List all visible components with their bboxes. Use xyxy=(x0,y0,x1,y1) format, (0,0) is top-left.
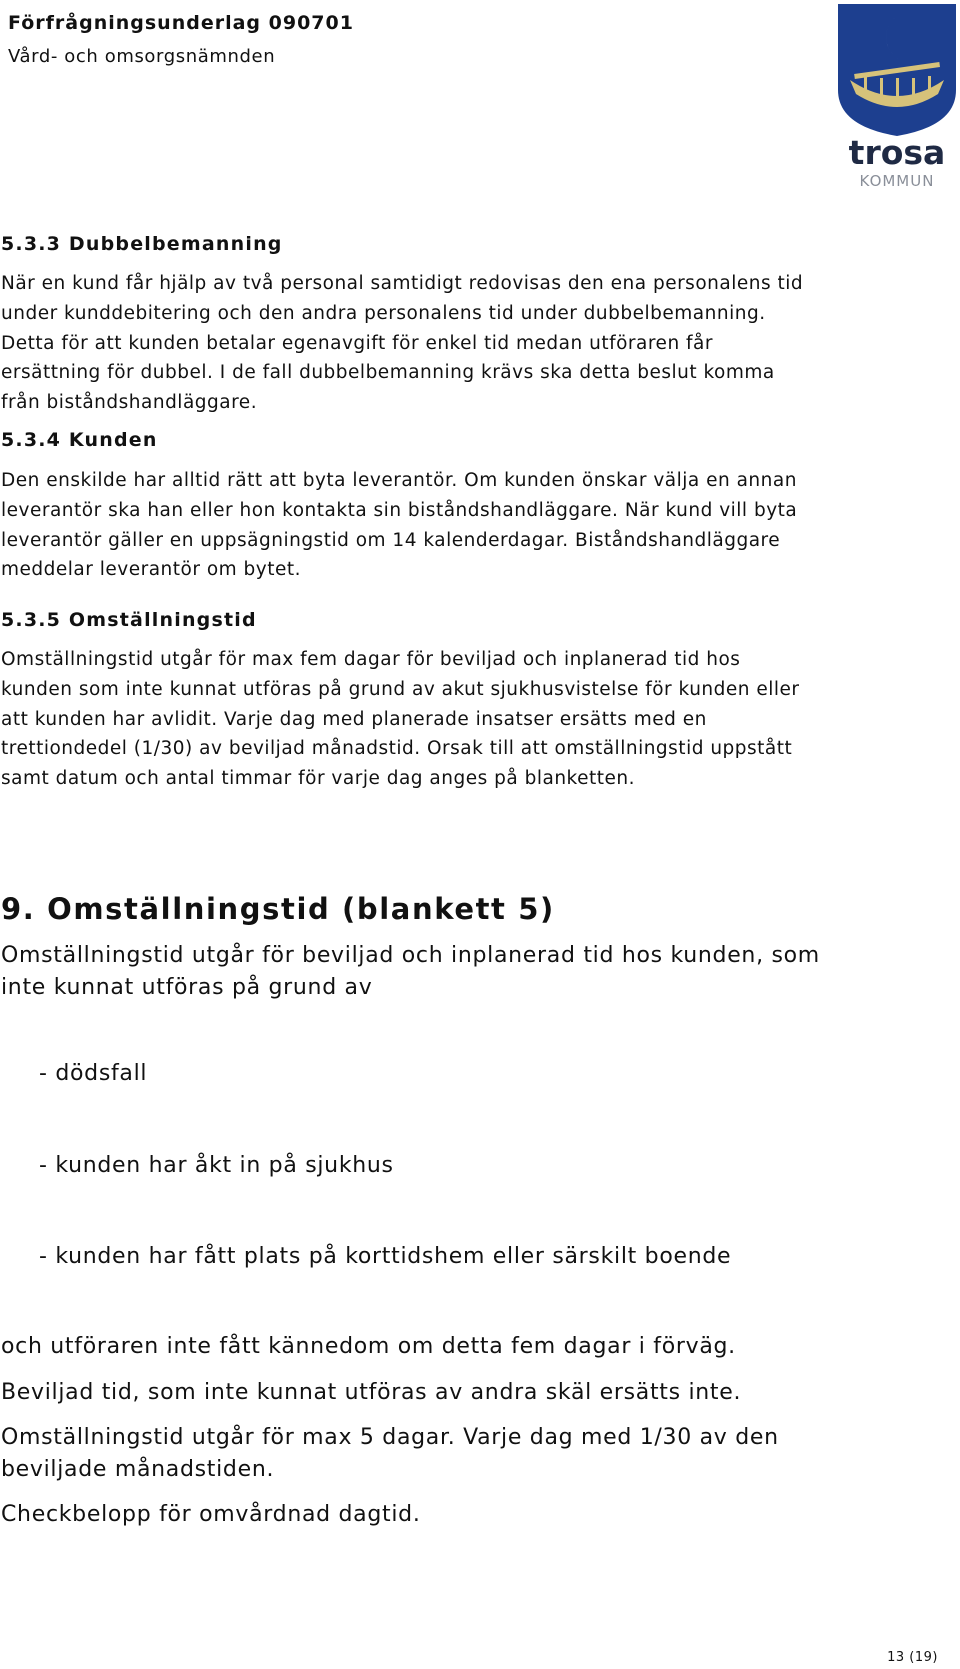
trosa-kommun-logo xyxy=(834,2,960,192)
text-line: Detta för att kunden betalar egenavgift för enkel tid medan utföraren får xyxy=(1,332,714,354)
list-item: - kunden har fått plats på korttidshem eller särskilt boende xyxy=(39,1244,732,1269)
paragraph xyxy=(1,1422,779,1486)
text-line: ersättning för dubbel. I de fall dubbelbemanning krävs ska detta beslut komma xyxy=(1,362,775,384)
section-heading-9: 9. Omställningstid (blankett 5) xyxy=(1,892,555,926)
section-heading-533: 5.3.3 Dubbelbemanning xyxy=(1,233,283,255)
list-item: - dödsfall xyxy=(39,1061,148,1086)
text-line: trettiondedel (1/30) av beviljad månadstid. Orsak till att omställningstid uppstått xyxy=(1,738,793,760)
text-line: att kunden har avlidit. Varje dag med planerade insatser ersätts med en xyxy=(1,708,707,730)
text-line: samt datum och antal timmar för varje dag anges på blanketten. xyxy=(1,768,635,790)
text-line: meddelar leverantör om bytet. xyxy=(1,559,301,581)
section-heading-534: 5.3.4 Kunden xyxy=(1,429,158,451)
text-line: När en kund får hjälp av två personal samtidigt redovisas den ena personalens tid xyxy=(1,273,804,294)
list-item: - kunden har åkt in på sjukhus xyxy=(39,1153,394,1178)
text-line: inte kunnat utföras på grund av xyxy=(1,975,373,1000)
section-intro-9 xyxy=(1,940,820,1004)
text-line: kunden som inte kunnat utföras på grund av akut sjukhusvistelse för kunden eller xyxy=(1,678,800,700)
paragraph: och utföraren inte fått kännedom om detta fem dagar i förväg. xyxy=(1,1334,736,1359)
text-line: Omställningstid utgår för max 5 dagar. Varje dag med 1/30 av den xyxy=(1,1425,779,1450)
page-number: 13 (19) xyxy=(887,1650,938,1665)
text-line: leverantör ska han eller hon kontakta sin biståndshandläggare. När kund vill byta xyxy=(1,499,798,521)
text-line: Omställningstid utgår för beviljad och inplanerad tid hos kunden, som xyxy=(1,943,820,968)
text-line: Omställningstid utgår för max fem dagar för beviljad och inplanerad tid hos xyxy=(1,649,741,670)
section-text-534 xyxy=(1,466,797,585)
section-text-533 xyxy=(1,269,803,418)
text-line: under kunddebitering och den andra personalens tid under dubbelbemanning. xyxy=(1,302,766,324)
document-subtitle: Vård- och omsorgsnämnden xyxy=(8,46,276,67)
text-line: från biståndshandläggare. xyxy=(1,392,258,414)
document-title: Förfrågningsunderlag 090701 xyxy=(8,12,354,34)
paragraph: Beviljad tid, som inte kunnat utföras av andra skäl ersätts inte. xyxy=(1,1380,742,1405)
text-line: beviljade månadstiden. xyxy=(1,1457,275,1482)
paragraph: Checkbelopp för omvårdnad dagtid. xyxy=(1,1502,421,1527)
section-text-535 xyxy=(1,645,800,794)
section-heading-535: 5.3.5 Omställningstid xyxy=(1,609,257,631)
logo-wordmark: trosa xyxy=(848,133,946,172)
logo-subtext: KOMMUN xyxy=(859,172,935,190)
text-line: leverantör gäller en uppsägningstid om 14 kalenderdagar. Biståndshandläggare xyxy=(1,529,781,551)
text-line: Den enskilde har alltid rätt att byta leverantör. Om kunden önskar välja en annan xyxy=(1,470,797,491)
